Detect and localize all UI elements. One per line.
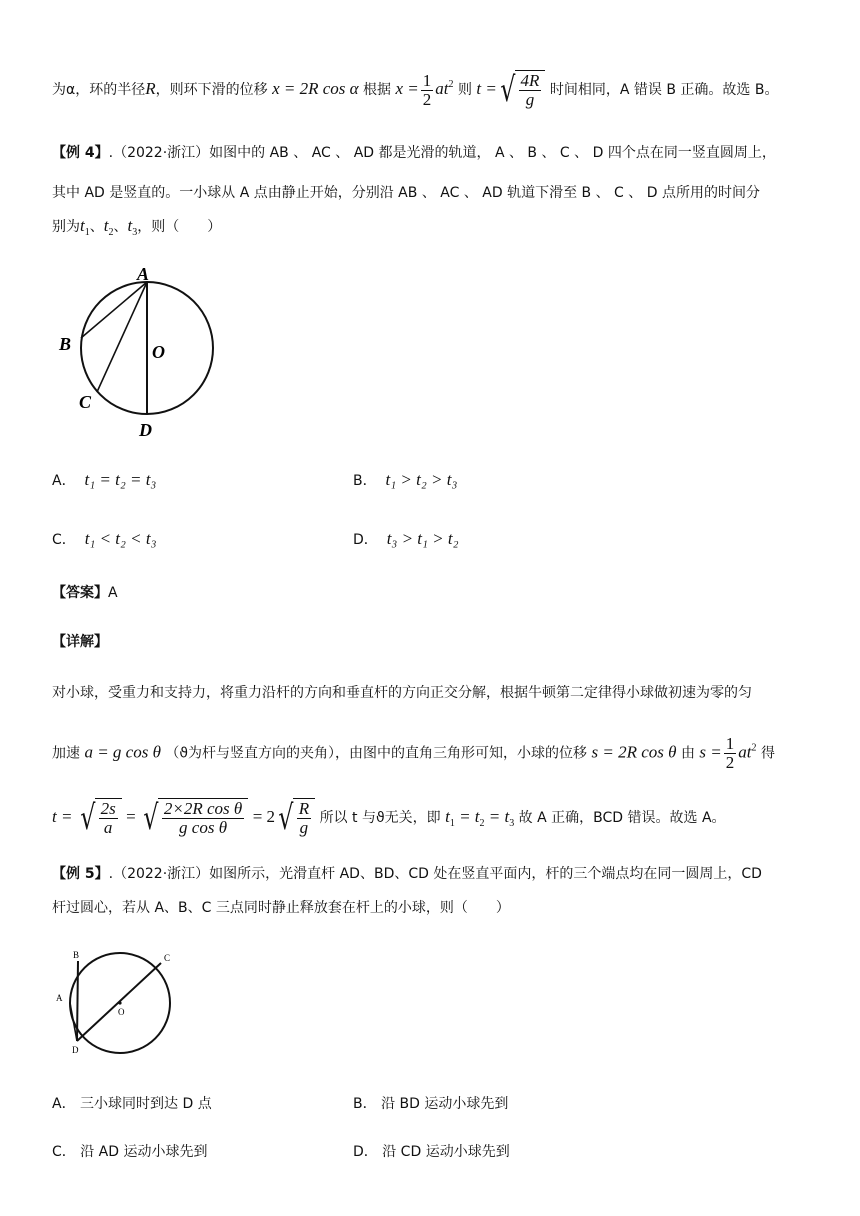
displacement-formula: x = 2R cos α <box>272 79 359 98</box>
example-5-line2 <box>52 898 510 918</box>
example-4-line2 <box>52 183 760 203</box>
numerator: 1 <box>422 70 432 90</box>
sqrt: √ $\frac{\text{2×2R cos θ}}{\text{g cos θ}}$ <box>140 798 248 838</box>
point-D-label: D <box>139 420 152 440</box>
text: ，则环下滑的位移 <box>155 82 268 98</box>
point-C-label: C <box>79 392 92 412</box>
detail-label-line <box>52 632 108 652</box>
example-5-line1 <box>52 864 762 884</box>
option-text: t₃ > t₁ > t₂ <box>386 529 459 548</box>
formula-part: s = <box>699 742 722 762</box>
detail-line3: t = √ $\frac{2s}{a}$ = √ $\frac{\text{2×2R cos θ}}{\text{g cos θ}}$ = 2 √ $\frac{R}{g}$ 所以 t 与ϑ无关，即 $t_1 = t_2 = t_3$ 故 A 正确，BCD 错误。故选 A。 <box>52 798 726 838</box>
question-text: 如图中的 AB 、 AC 、 AD 都是光滑的轨道， A 、 B 、 C 、 D 四个点在同一竖直圆周上， <box>209 145 776 161</box>
option-key: A． <box>52 473 76 489</box>
option-key: A． <box>52 1096 76 1112</box>
sqrt: √ $\frac{R}{g}$ <box>275 798 315 838</box>
detail-text: 对小球，受重力和支持力，将重力沿杆的方向和垂直杆的方向正交分解，根据牛顿第二定律得小球做初速为零的匀 <box>52 685 752 701</box>
formula-part: at <box>738 742 752 762</box>
question-text: 别为 <box>52 219 80 235</box>
formula-part: at <box>435 79 449 98</box>
ex5-option-C[interactable] <box>52 1142 208 1162</box>
ex5-option-B[interactable] <box>353 1094 508 1114</box>
answer-value: A <box>108 585 118 601</box>
fraction <box>421 72 434 109</box>
option-text: t₁ > t₂ > t₃ <box>385 470 458 489</box>
option-key: B． <box>353 1096 377 1112</box>
option-key: D． <box>353 1144 378 1160</box>
question-text: 如图所示，光滑直杆 AD、BD、CD 处在竖直平面内，杆的三个端点均在同一圆周上，CD <box>209 866 762 882</box>
point-B-label: B <box>73 950 80 960</box>
formula-part: = 2 <box>252 807 276 826</box>
formula-part: t = <box>476 79 497 98</box>
text: 为α，环的半径 <box>52 82 146 98</box>
acceleration-formula: a = g cos θ <box>84 742 161 762</box>
point-C-label: C <box>164 953 171 963</box>
example-label: 【例 5】 <box>52 866 109 882</box>
displacement-formula: s = 2R cos θ <box>591 742 677 762</box>
formula-part: x = <box>395 79 419 98</box>
numerator: 4R <box>520 71 540 90</box>
point-B-label: B <box>59 334 72 354</box>
intro-line: 为α，环的半径R，则环下滑的位移 x = 2R cos α 根据 x = $\frac{1}{2}$ $at^2$ 则 t = √ $\frac{4R}{g}$ 时间相同，A 错误 B 正确。故选 B。 <box>52 70 779 110</box>
numerator: R <box>298 799 310 818</box>
question-text: 杆过圆心，若从 A、B、C 三点同时静止释放套在杆上的小球，则（ ） <box>52 900 510 916</box>
formula-part: = <box>126 807 136 826</box>
sqrt: √ $\frac{4R}{g}$ <box>497 70 546 110</box>
point-D-label: D <box>72 1045 79 1055</box>
numerator: 2s <box>100 799 116 818</box>
detail-line2: 加速 a = g cos θ （ϑ为杆与竖直方向的夹角），由图中的直角三角形可知，小球的位移 s = 2R cos θ 由 s = $\frac{1}{2}$ $at^2$ 得 <box>52 734 775 772</box>
option-key: B． <box>353 473 377 489</box>
detail-text: 故 A 正确，BCD 错误。故选 A。 <box>518 810 726 826</box>
numerator: 2×2R cos θ <box>163 799 243 818</box>
question-text: 其中 AD 是竖直的。一小球从 A 点由静止开始，分别沿 AB 、 AC 、 AD 轨道下滑至 B 、 C 、 D 点所用的时间分 <box>52 185 760 201</box>
detail-line1 <box>52 683 752 703</box>
option-key: C． <box>52 532 76 548</box>
denominator: 2 <box>725 753 735 772</box>
denominator: a <box>103 818 113 837</box>
source: .（2022·浙江） <box>108 145 210 161</box>
center-point <box>118 1001 121 1004</box>
formula-part: t = <box>52 807 73 826</box>
answer-line <box>52 583 118 603</box>
detail-text: 加速 <box>52 745 80 762</box>
rod-BD <box>77 961 78 1041</box>
example-4-line3: 别为$t_1$、$t_2$、$t_3$，则（ ） <box>52 216 222 238</box>
rod-AD <box>70 1003 77 1041</box>
text: 则 <box>457 82 472 98</box>
option-text: 沿 BD 运动小球先到 <box>381 1096 509 1112</box>
numerator: 1 <box>725 734 735 753</box>
center-O-label: O <box>152 342 165 362</box>
ex5-option-D[interactable] <box>353 1142 510 1162</box>
source: .（2022·浙江） <box>108 866 210 882</box>
denominator: g <box>299 818 309 837</box>
example-label: 【例 4】 <box>52 145 109 161</box>
question-text: ，则（ ） <box>137 219 222 235</box>
option-D[interactable] <box>353 529 459 550</box>
option-text: t₁ < t₂ < t₃ <box>84 529 157 548</box>
denominator: g <box>525 90 535 109</box>
option-text: 三小球同时到达 D 点 <box>80 1096 212 1112</box>
answer-label: 【答案】 <box>52 585 108 601</box>
text: 根据 <box>363 82 392 98</box>
point-A-label: A <box>56 993 63 1003</box>
detail-label: 【详解】 <box>52 634 108 650</box>
example-5-figure <box>48 945 198 1055</box>
detail-text: 所以 t 与ϑ无关，即 <box>319 810 441 826</box>
detail-text: （ϑ为杆与竖直方向的夹角），由图中的直角三角形可知，小球的位移 <box>165 745 588 762</box>
detail-text: 得 <box>760 745 775 762</box>
denominator: g cos θ <box>179 818 228 837</box>
fraction <box>724 735 737 772</box>
point-A-label: A <box>137 264 150 284</box>
example-4-figure <box>55 260 225 440</box>
option-key: C． <box>52 1144 76 1160</box>
option-key: D． <box>353 532 378 548</box>
sqrt: √ $\frac{2s}{a}$ <box>77 798 122 838</box>
option-B[interactable] <box>353 470 457 491</box>
denominator: 2 <box>422 89 432 109</box>
option-text: 沿 CD 运动小球先到 <box>382 1144 510 1160</box>
ex5-option-A[interactable] <box>52 1094 212 1114</box>
radius-symbol: R <box>145 79 156 98</box>
text: 时间相同，A 错误 B 正确。故选 B。 <box>549 82 779 98</box>
example-4-line1 <box>52 143 776 163</box>
option-text: t₁ = t₂ = t₃ <box>84 470 157 489</box>
option-A[interactable] <box>52 470 156 491</box>
option-text: 沿 AD 运动小球先到 <box>80 1144 208 1160</box>
center-O-label: O <box>118 1007 125 1017</box>
detail-text: 由 <box>680 745 695 762</box>
option-C[interactable] <box>52 529 157 550</box>
